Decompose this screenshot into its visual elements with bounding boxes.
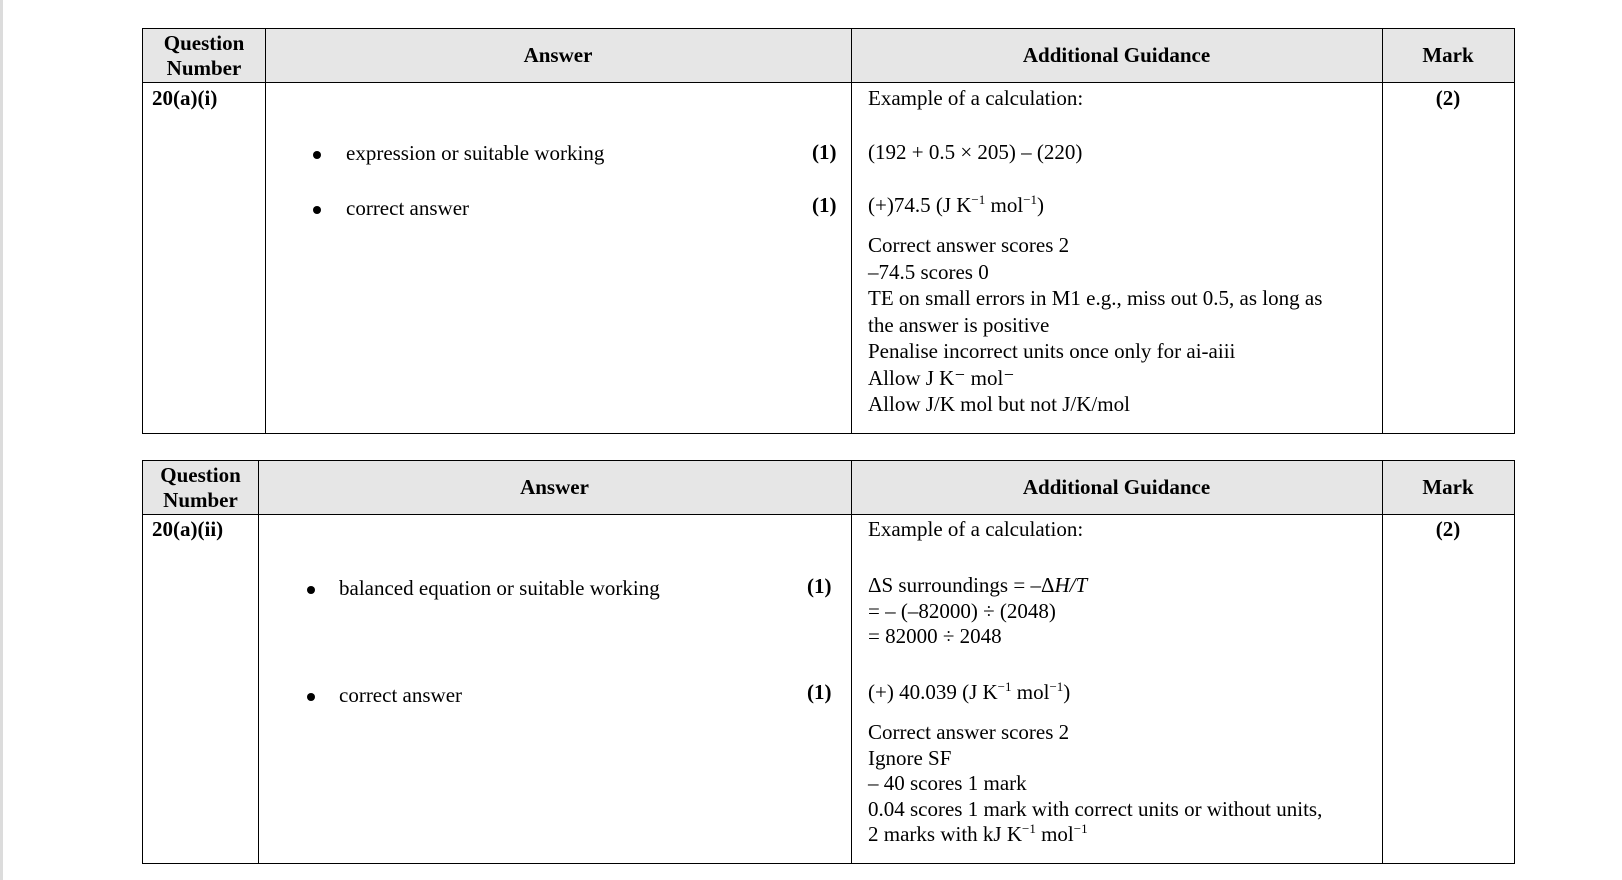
mark-scheme-table-20aii — [142, 460, 1515, 864]
guidance-note: TE on small errors in M1 e.g., miss out 0.5, as long as — [868, 286, 1323, 310]
question-number: 20(a)(i) — [152, 86, 218, 110]
question-number: 20(a)(ii) — [152, 517, 224, 541]
bullet-icon — [313, 206, 321, 214]
header-answer: Answer — [520, 475, 589, 499]
answer-point-mark: (1) — [812, 140, 837, 164]
guidance-working-line: = 82000 ÷ 2048 — [868, 624, 1002, 648]
guidance-notes — [868, 232, 1322, 418]
guidance-note: Allow J K⁻ mol⁻ — [868, 365, 1015, 390]
header-question-number: Question Number — [160, 462, 241, 512]
question-mark: (2) — [1435, 86, 1461, 110]
guidance-working-line: (192 + 0.5 × 205) – (220) — [868, 140, 1083, 164]
header-answer: Answer — [523, 43, 593, 67]
guidance-note: 2 marks with kJ $K^{-1}$ mol$^{-1}$ — [868, 821, 1088, 846]
answer-point-text: correct answer — [339, 683, 463, 707]
guidance-working-line: = – (–82000) ÷ (2048) — [868, 598, 1056, 623]
answer-point-mark: (1) — [807, 574, 832, 598]
answer-point-text: balanced equation or suitable working — [339, 576, 660, 600]
answer-point-text: expression or suitable working — [346, 141, 605, 165]
column-divider — [258, 461, 259, 863]
header-mark: Mark — [1422, 43, 1474, 67]
question-mark: (2) — [1435, 517, 1461, 541]
header-mark: Mark — [1422, 475, 1474, 499]
bullet-icon — [307, 586, 315, 594]
answer-point-mark: (1) — [807, 680, 832, 704]
guidance-note: Correct answer scores 2 — [868, 233, 1070, 257]
guidance-example-heading: Example of a calculation: — [868, 517, 1084, 541]
guidance-note: the answer is positive — [868, 312, 1050, 337]
header-question-number: Question Number — [163, 30, 245, 80]
guidance-note: 0.04 scores 1 mark with correct units or without units, — [868, 796, 1323, 821]
guidance-correct-answer: (+) 40.039 (J $K^{-1}$ mol$^{-1}$) — [868, 679, 1071, 704]
answer-point-text: correct answer — [346, 196, 470, 220]
guidance-working-line: ΔS surroundings = –ΔH/T — [868, 573, 1088, 597]
column-divider — [265, 29, 266, 433]
column-divider — [851, 461, 852, 863]
header-additional-guidance: Additional Guidance — [1022, 475, 1211, 499]
guidance-note: Ignore SF — [868, 745, 952, 770]
column-divider — [851, 29, 852, 433]
answer-point-mark: (1) — [812, 193, 837, 217]
guidance-note: Correct answer scores 2 — [868, 720, 1070, 744]
guidance-note: Allow J/K mol but not J/K/mol — [868, 392, 1130, 416]
guidance-working — [868, 573, 1087, 650]
guidance-correct-answer: (+)74.5 (J $K^{-1}$ mol$^{-1}$) — [868, 192, 1045, 217]
page-edge — [0, 0, 3, 880]
guidance-note: –74.5 scores 0 — [868, 259, 989, 284]
guidance-note: – 40 scores 1 mark — [868, 771, 1027, 795]
bullet-icon — [307, 693, 315, 701]
header-additional-guidance: Additional Guidance — [1022, 43, 1211, 67]
mark-scheme-table-20ai — [142, 28, 1515, 434]
guidance-example-heading: Example of a calculation: — [868, 86, 1084, 110]
bullet-icon — [313, 151, 321, 159]
guidance-note: Penalise incorrect units once only for ai-aiii — [868, 339, 1236, 363]
guidance-notes — [868, 720, 1322, 848]
